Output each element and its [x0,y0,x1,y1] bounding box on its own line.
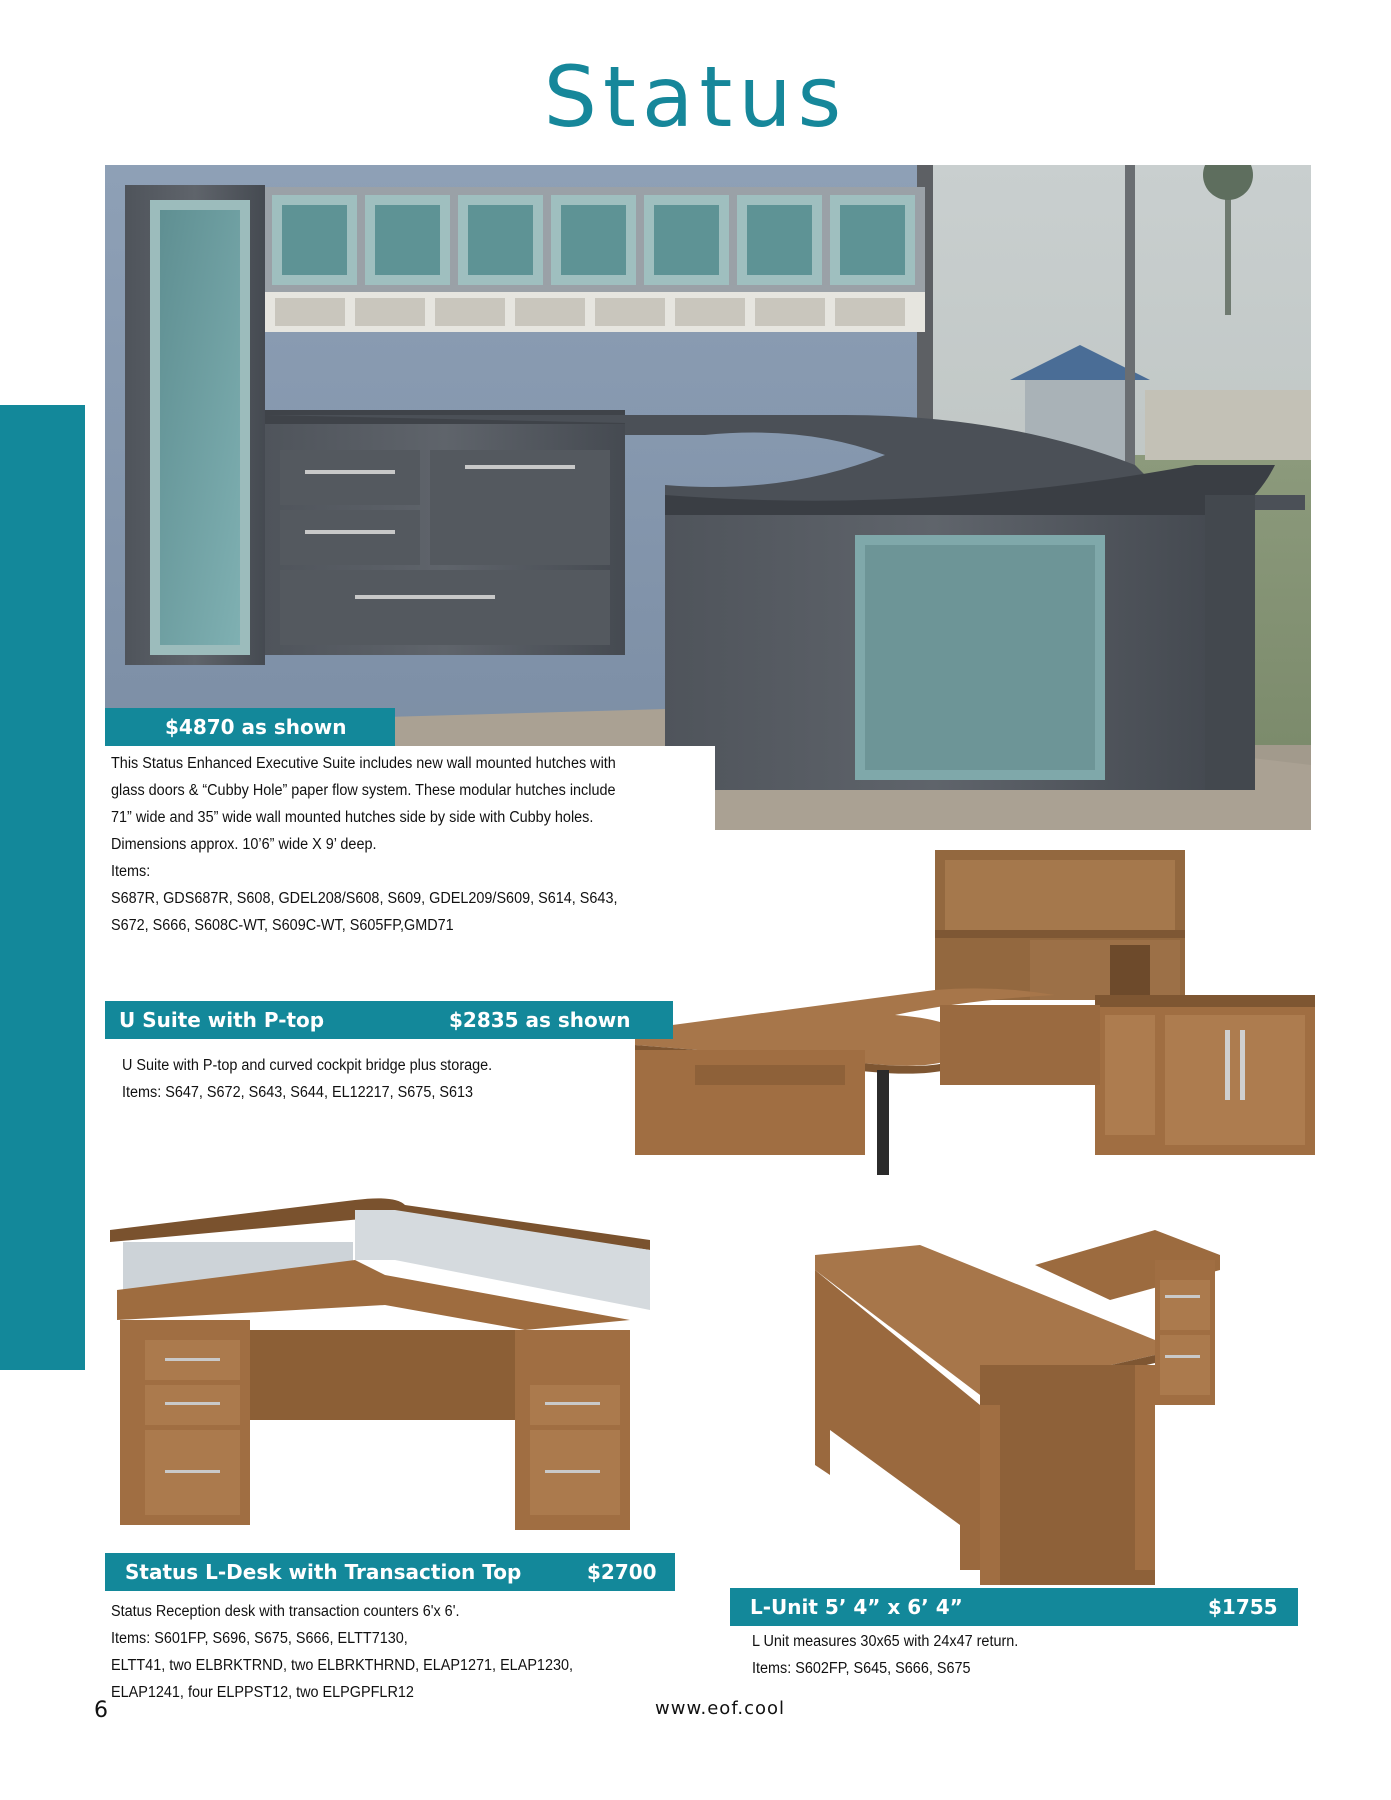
u-suite-band [105,1001,673,1039]
l-desk-name: Status L-Desk with Transaction Top [125,1560,522,1584]
executive-suite-price: $4870 as shown [165,715,347,739]
description-line: L Unit measures 30x65 with 24x47 return. [752,1633,1019,1650]
description-line: 71” wide and 35” wide wall mounted hutches side by side with Cubby holes. [111,809,594,826]
u-suite-name: U Suite with P-top [119,1008,325,1032]
page-number: 6 [94,1698,108,1723]
u-suite-photo [635,845,1325,1210]
l-desk-price: $2700 [587,1560,657,1584]
l-unit-photo [810,1225,1220,1595]
description-line: S687R, GDS687R, S608, GDEL208/S608, S609, GDEL209/S609, S614, S643, [111,890,618,907]
description-line: glass doors & “Cubby Hole” paper flow system. These modular hutches include [111,782,616,799]
description-line: Items: S601FP, S696, S675, S666, ELTT7130, [111,1630,408,1647]
description-line: Status Reception desk with transaction counters 6'x 6'. [111,1603,460,1620]
description-line: Items: [111,863,151,880]
description-line: Items: S602FP, S645, S666, S675 [752,1660,971,1677]
l-unit-price: $1755 [1208,1595,1278,1619]
u-suite-price: $2835 as shown [449,1008,631,1032]
l-unit-description [752,1628,1018,1682]
description-line: Items: S647, S672, S643, S644, EL12217, S675, S613 [122,1084,474,1101]
page-title: Status [543,48,848,146]
l-unit-name: L-Unit 5’ 4” x 6’ 4” [750,1595,963,1619]
l-desk-description [111,1598,573,1706]
description-line: U Suite with P-top and curved cockpit bridge plus storage. [122,1057,493,1074]
description-line: This Status Enhanced Executive Suite includes new wall mounted hutches with [111,755,616,772]
side-accent-bar [0,405,85,1370]
executive-suite-price-band [105,708,395,746]
description-line: ELTT41, two ELBRKTRND, two ELBRKTHRND, ELAP1271, ELAP1230, [111,1657,574,1674]
executive-suite-description [111,750,617,939]
description-line: S672, S666, S608C-WT, S609C-WT, S605FP,GMD71 [111,917,454,934]
description-line: Dimensions approx. 10’6” wide X 9’ deep. [111,836,377,853]
website-url[interactable]: www.eof.cool [655,1698,785,1719]
description-line: ELAP1241, four ELPPST12, two ELPGPFLR12 [111,1684,414,1701]
l-desk-band [105,1553,675,1591]
l-unit-band [730,1588,1298,1626]
u-suite-description [122,1052,492,1106]
l-desk-photo [105,1180,665,1535]
